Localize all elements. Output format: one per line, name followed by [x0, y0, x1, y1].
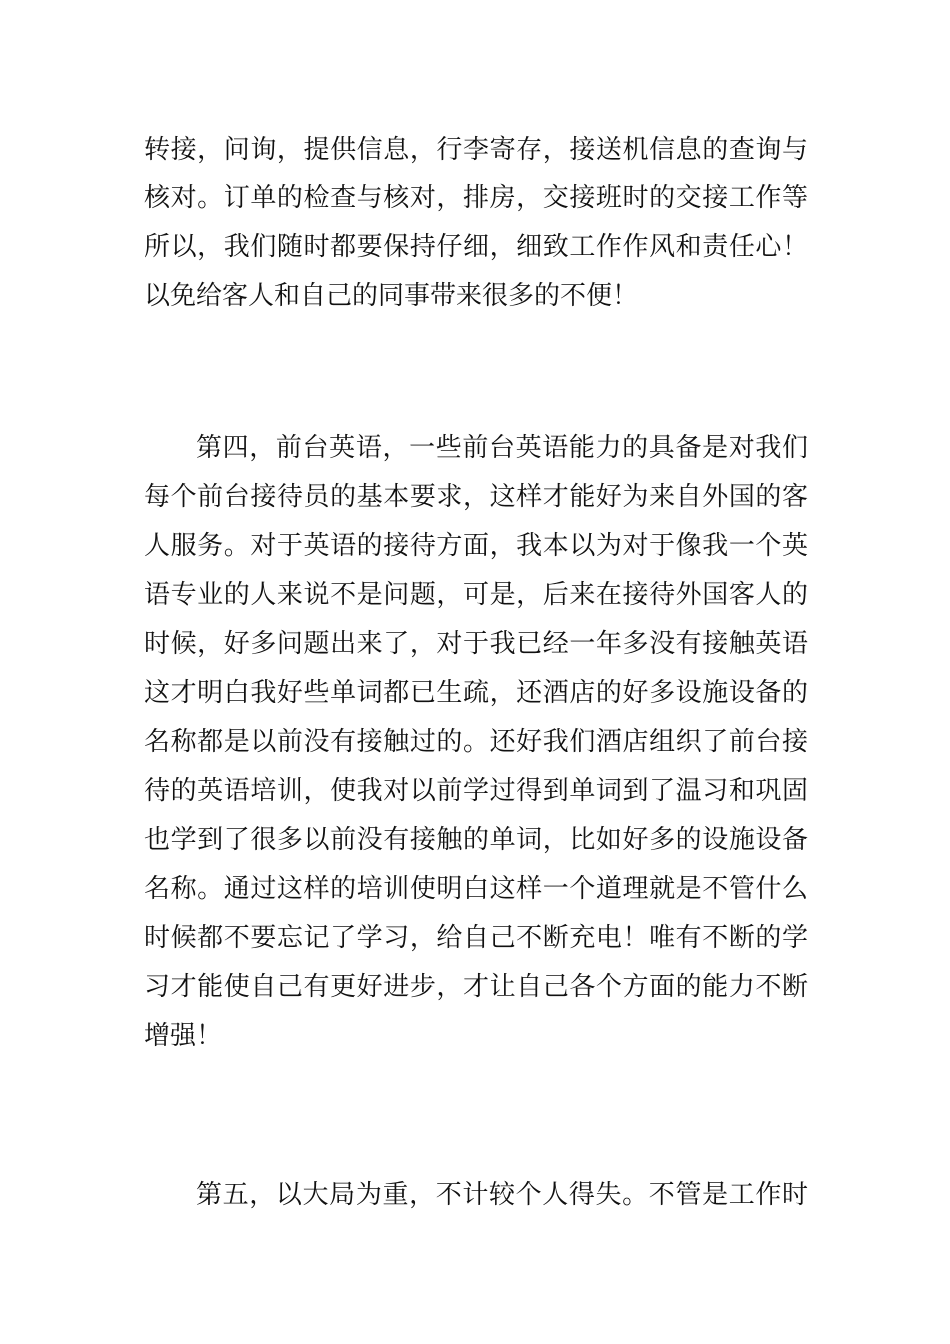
text-line: 每个前台接待员的基本要求，这样才能好为来自外国的客 — [144, 482, 808, 512]
text-line: 所以，我们随时都要保持仔细，细致工作作风和责任心！ — [144, 232, 808, 262]
text-line: 名称。通过这样的培训使明白这样一个道理就是不管什么 — [144, 874, 808, 904]
text-line: 语专业的人来说不是问题，可是，后来在接待外国客人的 — [144, 580, 808, 610]
text-line: 习才能使自己有更好进步，才让自己各个方面的能力不断 — [144, 972, 808, 1002]
text-line: 也学到了很多以前没有接触的单词，比如好多的设施设备 — [144, 825, 808, 855]
text-line: 时候，好多问题出来了，对于我已经一年多没有接触英语 — [144, 629, 808, 659]
text-line: 核对。订单的检查与核对，排房，交接班时的交接工作等 — [144, 183, 808, 213]
text-line: 转接，问询，提供信息，行李寄存，接送机信息的查询与 — [144, 135, 808, 165]
text-line: 以免给客人和自己的同事带来很多的不便！ — [144, 281, 639, 311]
text-line: 第四，前台英语，一些前台英语能力的具备是对我们 — [196, 433, 808, 463]
text-line: 时候都不要忘记了学习，给自己不断充电！唯有不断的学 — [144, 923, 808, 953]
text-line: 待的英语培训，使我对以前学过得到单词到了温习和巩固 — [144, 776, 808, 806]
text-line: 第五，以大局为重，不计较个人得失。不管是工作时 — [196, 1180, 808, 1210]
text-line: 人服务。对于英语的接待方面，我本以为对于像我一个英 — [144, 531, 808, 561]
text-line: 名称都是以前没有接触过的。还好我们酒店组织了前台接 — [144, 727, 808, 757]
text-line: 这才明白我好些单词都已生疏，还酒店的好多设施设备的 — [144, 678, 808, 708]
text-line: 增强！ — [144, 1021, 223, 1051]
